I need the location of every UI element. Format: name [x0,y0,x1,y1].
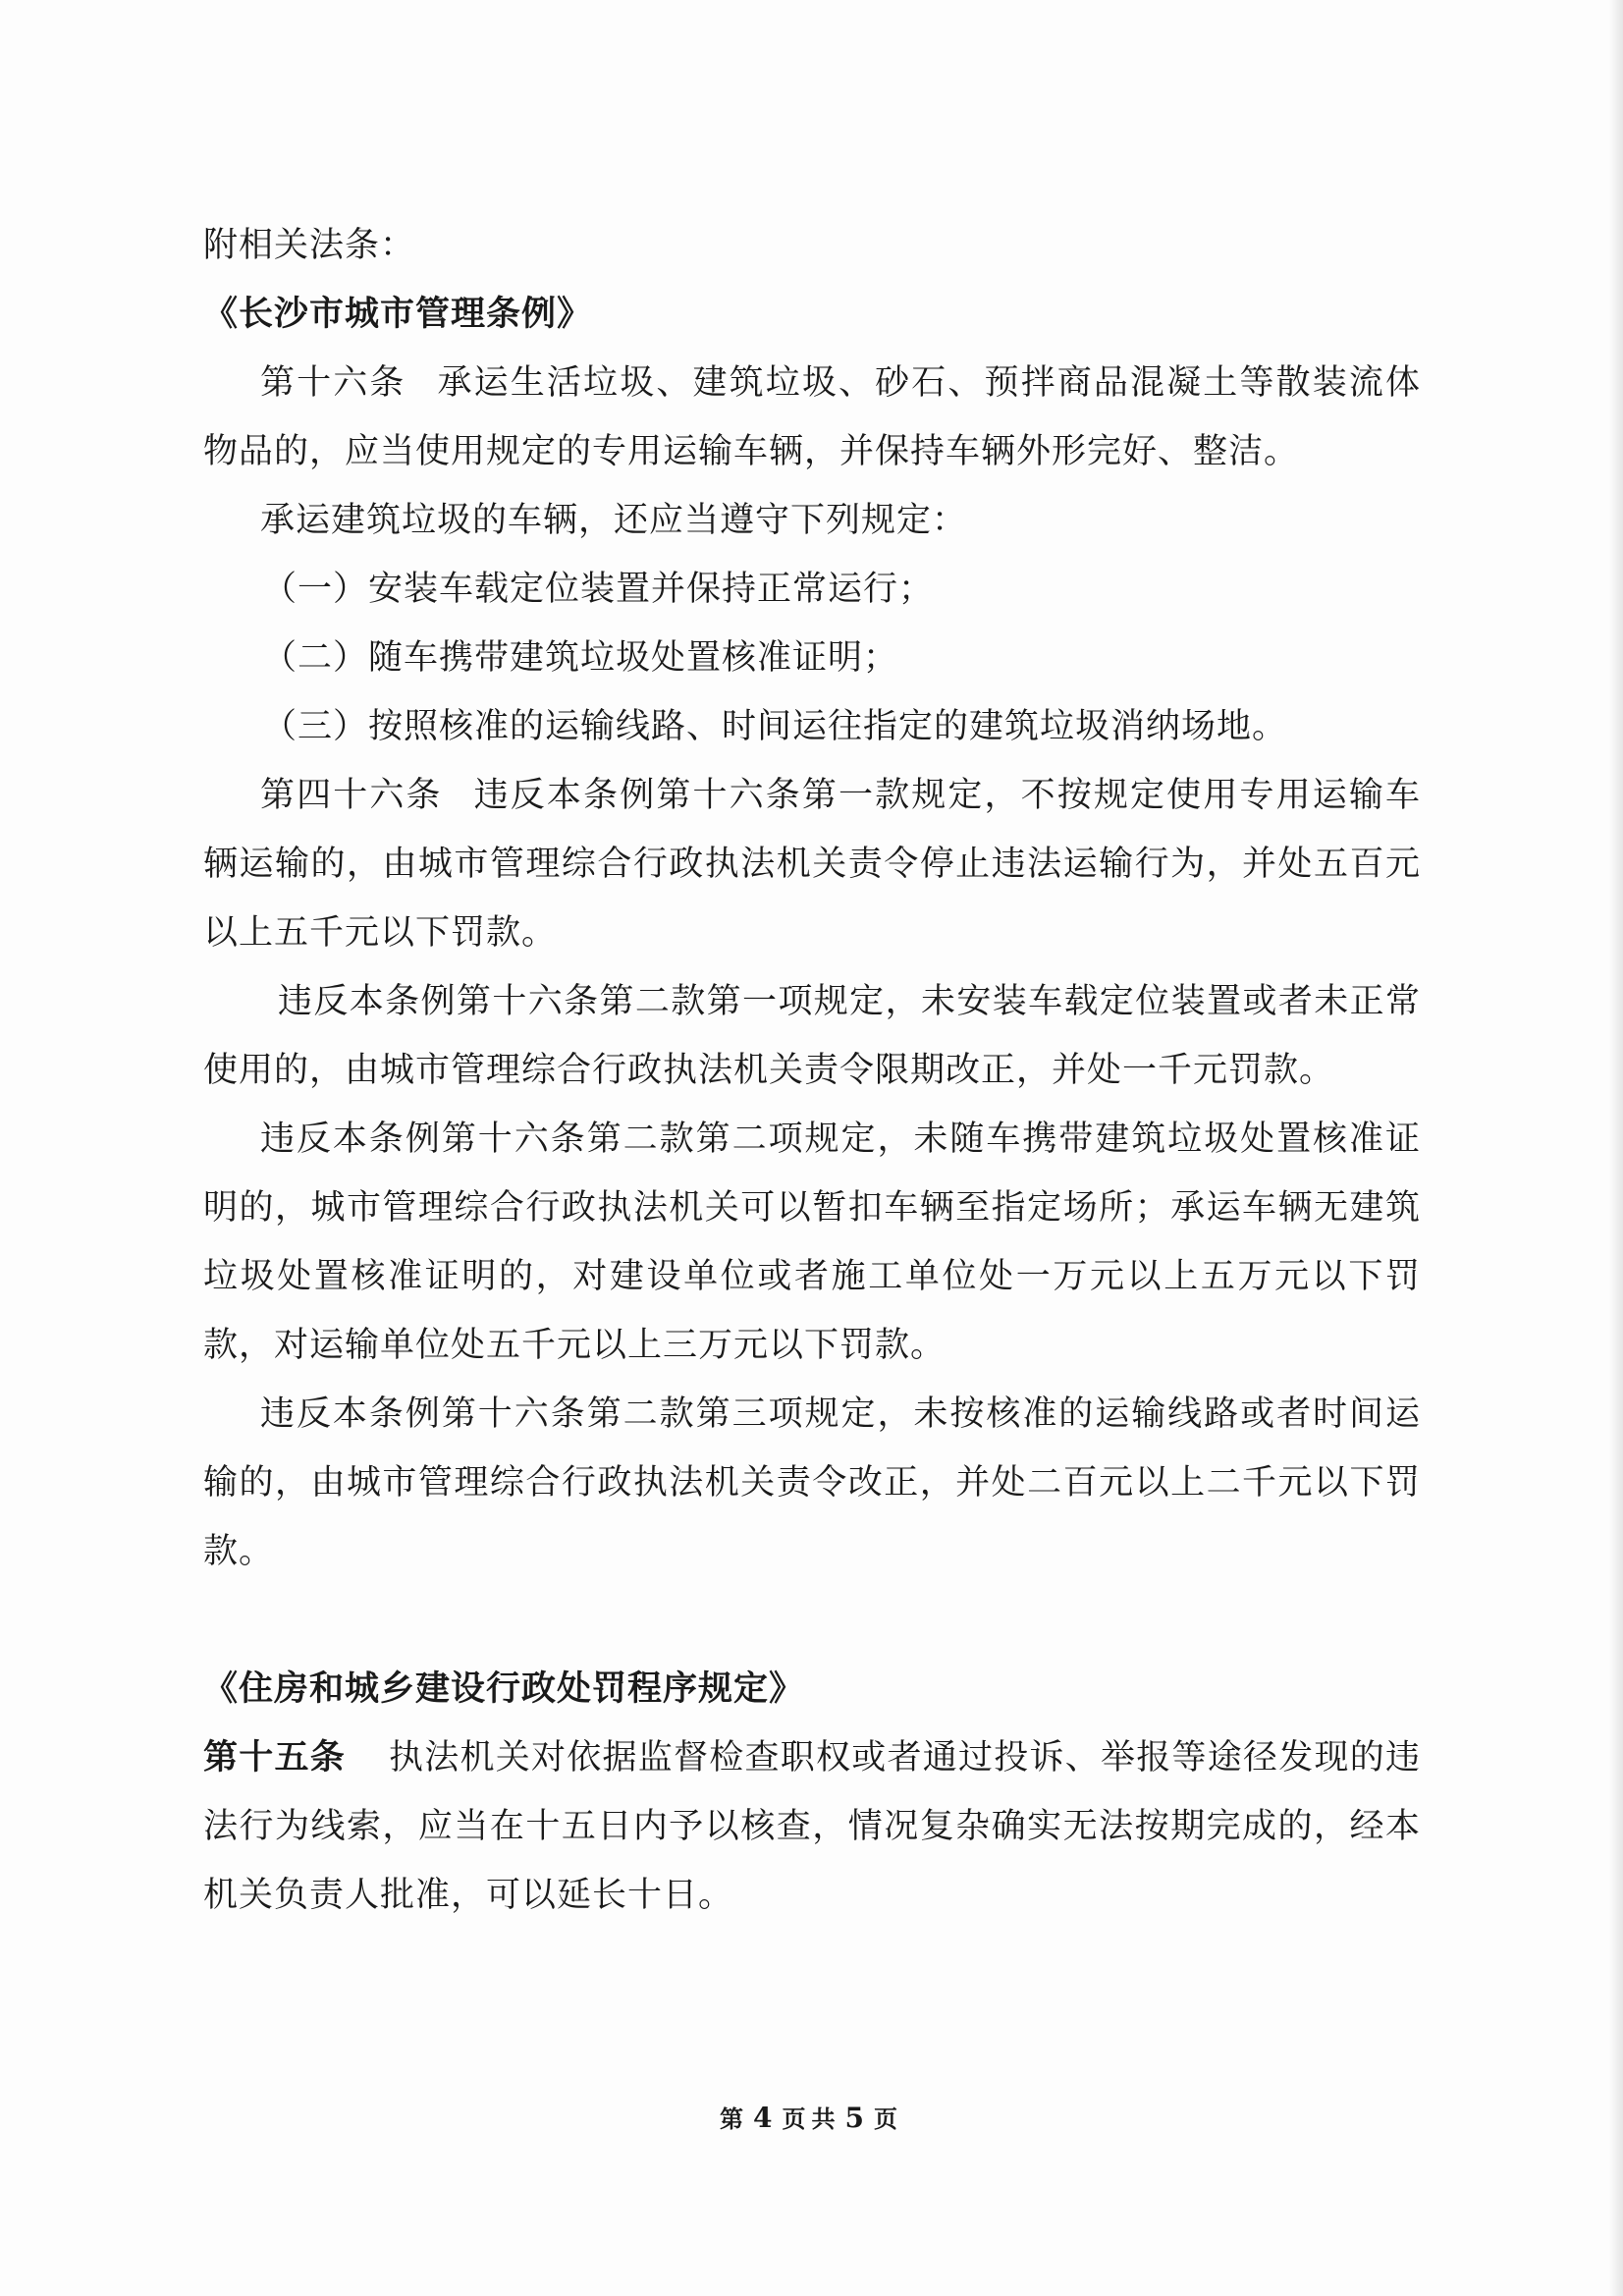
law1-article46-paragraph2: 违反本条例第十六条第二款第一项规定，未安装车载定位装置或者未正常使用的，由城市管理综合行政执法机关责令限期改正，并处一千元罚款。 [203,982,1421,1090]
law1-article16-item3: （三）按照核准的运输线路、时间运往指定的建筑垃圾消纳场地。 [262,707,1288,746]
law1-article46-paragraph4: 违反本条例第十六条第二款第三项规定，未按核准的运输线路或者时间运输的，由城市管理综合行政执法机关责令改正，并处二百元以上二千元以下罚款。 [203,1394,1421,1571]
footer-current-page: 4 [753,2102,779,2134]
law1-article16-text: 承运生活垃圾、建筑垃圾、砂石、预拌商品混凝土等散装流体物品的，应当使用规定的专用运输车辆，并保持车辆外形完好、整洁。 [203,363,1421,471]
law1-article16-item2: （二）随车携带建筑垃圾处置核准证明； [262,638,899,678]
footer-suffix: 页 [873,2105,903,2133]
law2-article15-text: 执法机关对依据监督检查职权或者通过投诉、举报等途径发现的违法行为线索，应当在十五日内予以核查，情况复杂确实无法按期完成的，经本机关负责人批准，可以延长十日。 [203,1738,1421,1915]
intro-line: 附相关法条： [203,226,416,265]
law1-title: 《长沙市城市管理条例》 [203,294,593,334]
page-footer [0,2100,1623,2134]
scan-edge-shadow [1609,0,1623,2296]
law1-article16 [203,349,1421,486]
law1-article46-paragraph3: 违反本条例第十六条第二款第二项规定，未随车携带建筑垃圾处置核准证明的，城市管理综合行政执法机关可以暂扣车辆至指定场所；承运车辆无建筑垃圾处置核准证明的，对建设单位或者施工单位处一万元以上五万元以下罚款，对运输单位处五千元以上三万元以下罚款。 [203,1120,1421,1365]
law2-article15 [203,1723,1421,1930]
law1-article46-text: 违反本条例第十六条第一款规定，不按规定使用专用运输车辆运输的，由城市管理综合行政执法机关责令停止违法运输行为，并处五百元以上五千元以下罚款。 [203,776,1421,953]
footer-middle: 页共 [782,2105,841,2133]
section-gap [203,1586,1421,1655]
law1-article16-item1: （一）安装车载定位装置并保持正常运行； [262,570,935,609]
law1-article16-paragraph2: 承运建筑垃圾的车辆，还应当遵守下列规定： [260,501,968,540]
law1-article46 [203,761,1421,967]
law1-article46-number: 第四十六条 [260,776,443,815]
footer-prefix: 第 [720,2105,750,2133]
law2-title: 《住房和城乡建设行政处罚程序规定》 [203,1668,805,1709]
law1-article16-number: 第十六条 [260,363,406,403]
law2-article15-number: 第十五条 [203,1737,346,1777]
footer-total-pages: 5 [844,2102,870,2134]
document-body [203,211,1421,1930]
